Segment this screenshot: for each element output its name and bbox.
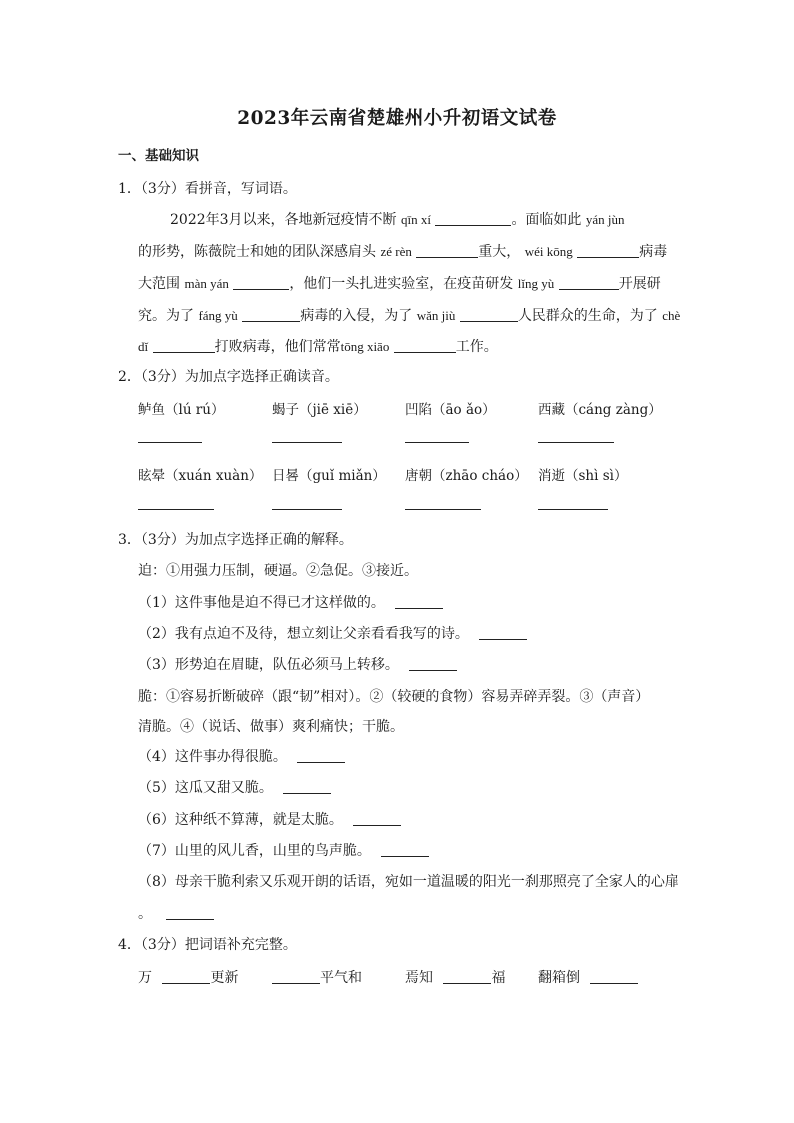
idiom-item bbox=[538, 967, 638, 987]
q1-text: 。面临如此 bbox=[511, 212, 582, 228]
q1-line-2 bbox=[138, 241, 667, 261]
sentence-item-continued bbox=[138, 903, 214, 923]
q1-text: 开展研 bbox=[618, 276, 661, 292]
q1-line-4 bbox=[138, 305, 680, 325]
answer-blank[interactable] bbox=[409, 656, 457, 671]
reading-item: 蝎子（jiē xiē） bbox=[272, 402, 367, 418]
sentence-text: （7）山里的风儿香，山里的鸟声脆。 bbox=[138, 843, 371, 859]
idiom-text: 更新 bbox=[210, 970, 239, 986]
answer-blank[interactable] bbox=[381, 842, 429, 857]
sentence-text: （5）这瓜又甜又脆。 bbox=[138, 780, 273, 796]
reading-item: 西藏（cáng zàng） bbox=[538, 402, 662, 418]
idiom-text: 福 bbox=[491, 970, 506, 986]
sentence-item bbox=[138, 746, 345, 766]
pinyin: fáng yù bbox=[198, 308, 238, 323]
q1-text: 大范围 bbox=[138, 276, 180, 292]
q1-line-1 bbox=[170, 209, 625, 229]
question-1-heading: 1．（3分）看拼音，写词语。 bbox=[118, 181, 297, 197]
pinyin: wǎn jiù bbox=[416, 308, 456, 323]
sentence-text: （3）形势迫在眉睫，队伍必须马上转移。 bbox=[138, 657, 399, 673]
q1-text: 工作。 bbox=[455, 339, 498, 355]
idiom-text: 翻箱倒 bbox=[538, 970, 580, 986]
q1-text: 病毒的入侵，为了 bbox=[300, 308, 413, 324]
sentence-item bbox=[138, 592, 443, 612]
answer-blank[interactable] bbox=[538, 509, 608, 510]
idiom-item bbox=[138, 967, 238, 987]
answer-blank[interactable] bbox=[559, 275, 619, 290]
reading-item: 眩晕（xuán xuàn） bbox=[138, 468, 263, 484]
answer-blank[interactable] bbox=[272, 969, 320, 984]
sentence-text: （1）这件事他是迫不得已才这样做的。 bbox=[138, 595, 385, 611]
q1-text: 人民群众的生命，为了 bbox=[517, 308, 658, 324]
answer-blank[interactable] bbox=[405, 442, 469, 443]
reading-item: 日晷（guǐ miǎn） bbox=[272, 468, 386, 484]
q1-text: 究。为了 bbox=[138, 308, 194, 324]
answer-blank[interactable] bbox=[153, 338, 215, 353]
sentence-item: （8）母亲干脆利索又乐观开朗的话语，宛如一道温暖的阳光一刹那照亮了全家人的心扉 bbox=[138, 874, 679, 890]
answer-blank[interactable] bbox=[138, 509, 214, 510]
pinyin: wéi kōng bbox=[524, 244, 573, 259]
question-2-heading: 2．（3分）为加点字选择正确读音。 bbox=[118, 369, 339, 385]
sentence-item bbox=[138, 809, 401, 829]
answer-blank[interactable] bbox=[138, 442, 202, 443]
answer-blank[interactable] bbox=[405, 509, 481, 510]
q1-text: 打败病毒，他们常常 bbox=[214, 339, 341, 355]
q1-text: 重大， bbox=[478, 244, 521, 260]
pinyin: màn yán bbox=[184, 276, 229, 291]
answer-blank[interactable] bbox=[297, 748, 345, 763]
q1-text: ，他们一头扎进实验室，在疫苗研发 bbox=[289, 276, 514, 292]
answer-blank[interactable] bbox=[479, 625, 527, 640]
idiom-text: 万 bbox=[138, 970, 152, 986]
reading-item: 消逝（shì sì） bbox=[538, 468, 628, 484]
answer-blank[interactable] bbox=[435, 211, 511, 226]
pinyin: lǐng yù bbox=[517, 276, 555, 291]
idiom-text: 焉知 bbox=[405, 970, 433, 986]
pinyin: yán jùn bbox=[585, 212, 625, 227]
answer-blank[interactable] bbox=[538, 442, 614, 443]
reading-item: 鲈鱼（lú rú） bbox=[138, 402, 225, 418]
answer-blank[interactable] bbox=[394, 338, 456, 353]
idiom-text: 平气和 bbox=[320, 970, 362, 986]
q1-text: 病毒 bbox=[639, 244, 668, 260]
answer-blank[interactable] bbox=[162, 969, 210, 984]
idiom-item bbox=[405, 967, 505, 987]
q1-text: 2022年3月以来，各地新冠疫情不断 bbox=[170, 212, 397, 228]
answer-blank[interactable] bbox=[166, 905, 214, 920]
answer-blank[interactable] bbox=[283, 779, 331, 794]
pinyin: tōng xiāo bbox=[340, 339, 390, 354]
sentence-item bbox=[138, 777, 331, 797]
answer-blank[interactable] bbox=[460, 307, 518, 322]
answer-blank[interactable] bbox=[577, 243, 639, 258]
pinyin: qīn xí bbox=[401, 212, 431, 227]
pinyin: dǐ bbox=[138, 339, 149, 354]
idiom-item bbox=[272, 967, 362, 987]
page-title: 2023年云南省楚雄州小升初语文试卷 bbox=[237, 108, 557, 129]
sentence-text: （2）我有点迫不及待，想立刻让父亲看看我写的诗。 bbox=[138, 626, 469, 642]
answer-blank[interactable] bbox=[416, 243, 478, 258]
definition-po: 迫：①用强力压制，硬逼。②急促。③接近。 bbox=[138, 563, 418, 579]
q1-line-3 bbox=[138, 273, 661, 293]
answer-blank[interactable] bbox=[233, 275, 289, 290]
answer-blank[interactable] bbox=[272, 509, 342, 510]
answer-blank[interactable] bbox=[395, 594, 443, 609]
answer-blank[interactable] bbox=[443, 969, 491, 984]
sentence-text: （6）这种纸不算薄，就是太脆。 bbox=[138, 812, 343, 828]
sentence-item bbox=[138, 623, 527, 643]
q1-line-5 bbox=[138, 336, 498, 356]
definition-cui-continued: 清脆。④（说话、做事）爽利痛快；干脆。 bbox=[138, 719, 404, 735]
answer-blank[interactable] bbox=[590, 969, 638, 984]
pinyin: chè bbox=[662, 308, 681, 323]
section-heading: 一、基础知识 bbox=[118, 148, 199, 164]
sentence-item bbox=[138, 840, 429, 860]
definition-cui: 脆：①容易折断破碎（跟“韧”相对）。②（较硬的食物）容易弄碎弄裂。③（声音） bbox=[138, 689, 650, 705]
sentence-text: （4）这件事办得很脆。 bbox=[138, 749, 287, 765]
q1-text: 的形势，陈薇院士和她的团队深感肩头 bbox=[138, 244, 376, 260]
pinyin: zé rèn bbox=[380, 244, 412, 259]
sentence-text: 。 bbox=[138, 906, 152, 922]
answer-blank[interactable] bbox=[272, 442, 342, 443]
answer-blank[interactable] bbox=[242, 307, 300, 322]
question-3-heading: 3．（3分）为加点字选择正确的解释。 bbox=[118, 532, 353, 548]
answer-blank[interactable] bbox=[353, 811, 401, 826]
reading-item: 唐朝（zhāo cháo） bbox=[405, 468, 528, 484]
reading-item: 凹陷（āo ǎo） bbox=[405, 402, 496, 418]
question-4-heading: 4．（3分）把词语补充完整。 bbox=[118, 937, 297, 953]
sentence-item bbox=[138, 654, 457, 674]
